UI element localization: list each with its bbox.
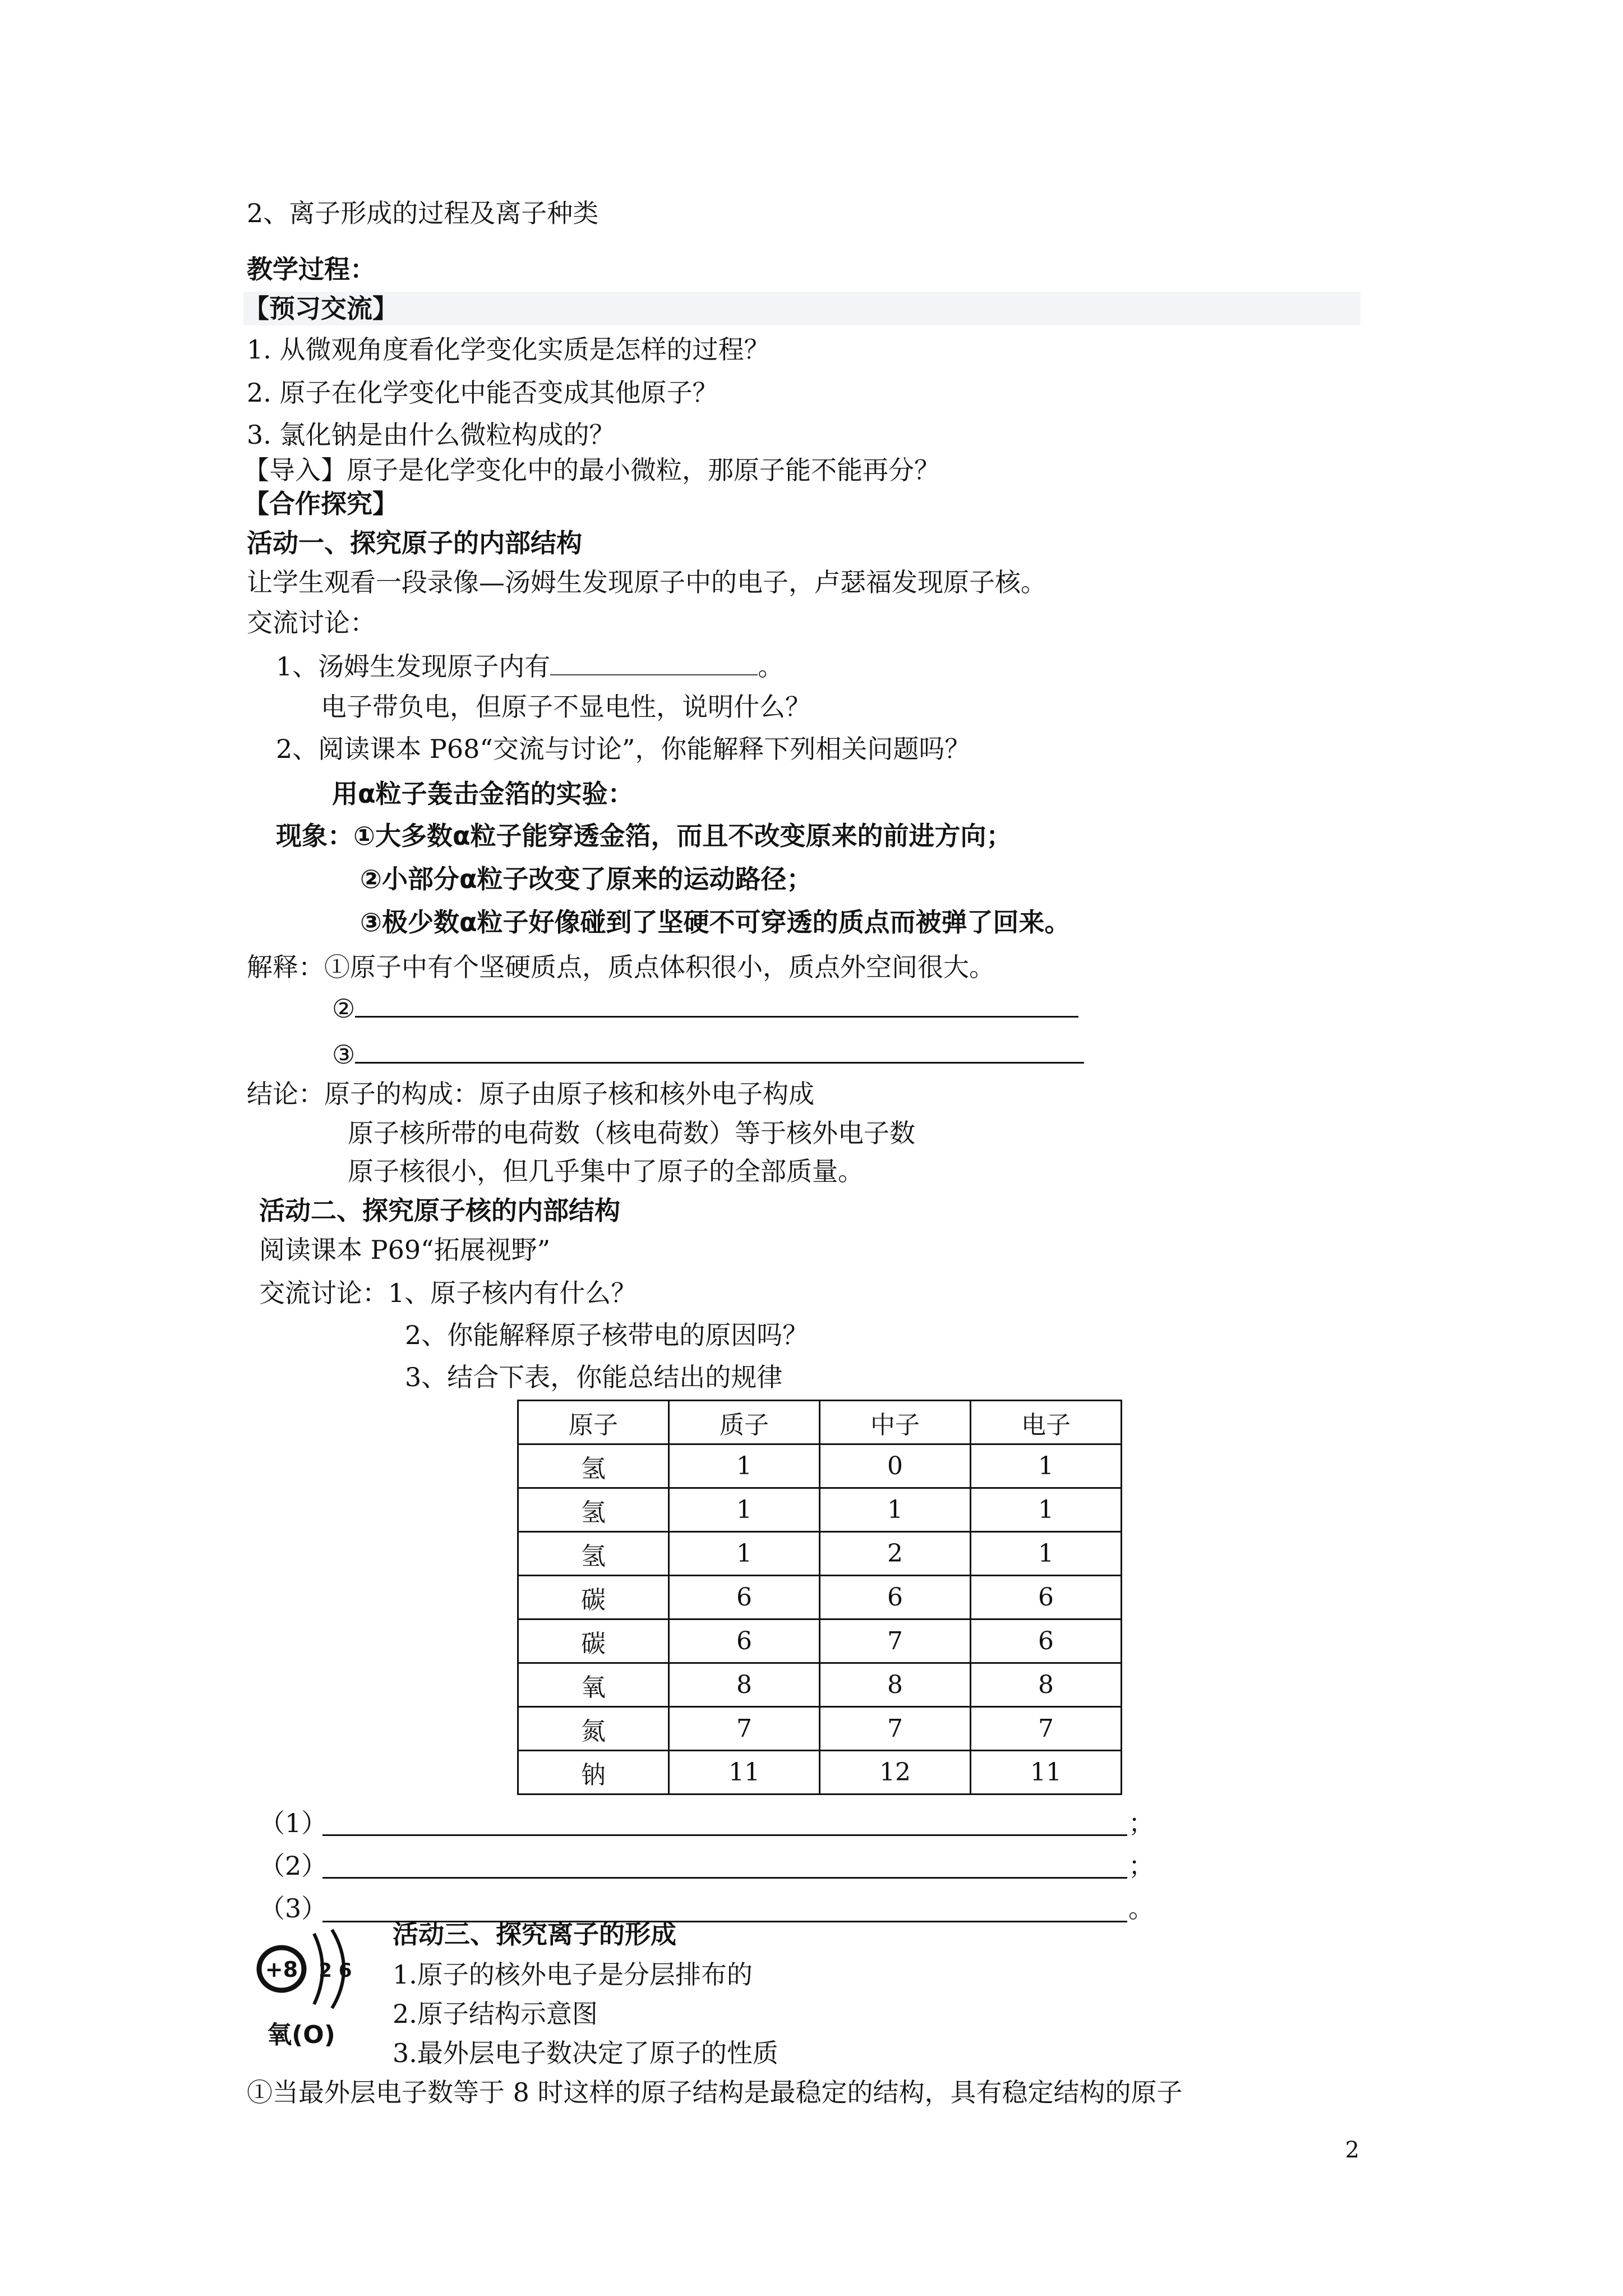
table-row: [518, 1532, 1122, 1576]
a2-question-1: 交流讨论：1、原子核内有什么？: [259, 1278, 637, 1308]
table-cell: 1: [669, 1444, 820, 1488]
intro-text: 【导入】原子是化学变化中的最小微粒，那原子能不能再分？: [243, 455, 940, 485]
table-cell: 氢: [518, 1444, 669, 1488]
blank-1-end: ；: [1128, 1808, 1154, 1838]
oxygen-atom-structure-diagram: [253, 1925, 360, 2060]
explanation-2-marker: ②: [332, 993, 356, 1024]
a3-item-2: 2.原子结构示意图: [393, 1999, 598, 2029]
preview-question-3: 3. 氯化钠是由什么微粒构成的？: [247, 420, 615, 450]
nucleus-charge: +8: [265, 1957, 298, 1982]
blank-2-label: （2）: [259, 1851, 328, 1881]
table-cell: 6: [669, 1576, 820, 1619]
a1-question-1-prefix: 1、汤姆生发现原子内有: [276, 651, 551, 682]
a3-note-1: ①当最外层电子数等于 8 时这样的原子结构是最稳定的结构，具有稳定结构的原子: [247, 2077, 1183, 2108]
a3-item-1: 1.原子的核外电子是分层排布的: [393, 1959, 753, 1990]
table-cell: 8: [971, 1663, 1122, 1707]
a1-question-1: [276, 650, 783, 683]
table-cell: 1: [971, 1488, 1122, 1532]
activity-2-title: 活动二、探究原子核的内部结构: [259, 1195, 620, 1226]
table-cell: 7: [971, 1707, 1122, 1751]
table-cell: 6: [820, 1576, 971, 1619]
blank-2-end: ；: [1128, 1851, 1154, 1881]
a1-question-1-suffix: 。: [758, 651, 784, 682]
table-cell: 氢: [518, 1532, 669, 1576]
explanation-3-marker: ③: [332, 1039, 356, 1070]
atom-composition-table: [517, 1400, 1122, 1795]
preview-question-1: 1. 从微观角度看化学变化实质是怎样的过程？: [247, 334, 770, 365]
table-cell: 氢: [518, 1488, 669, 1532]
table-row: [518, 1619, 1122, 1663]
table-cell: 1: [971, 1532, 1122, 1576]
a2-read: 阅读课本 P69“拓展视野”: [259, 1235, 551, 1265]
a3-item-3: 3.最外层电子数决定了原子的性质: [393, 2038, 778, 2068]
activity-1-title: 活动一、探究原子的内部结构: [247, 528, 582, 558]
table-row: [518, 1663, 1122, 1707]
heading-item-2: 2、离子形成的过程及离子种类: [247, 198, 599, 228]
alpha-experiment-title: 用α粒子轰击金箔的实验：: [332, 779, 634, 809]
explanation-3-blank: [355, 1039, 1084, 1064]
table-cell: 6: [971, 1576, 1122, 1619]
page-number: 2: [1345, 2137, 1359, 2163]
activity-3-title: 活动三、探究离子的形成: [393, 1919, 676, 1949]
phenomenon-1: 现象：①大多数α粒子能穿透金箔，而且不改变原来的前进方向；: [276, 821, 1012, 851]
table-header-cell: 电子: [971, 1401, 1122, 1444]
table-cell: 2: [820, 1532, 971, 1576]
conclusion-3: 原子核很小，但几乎集中了原子的全部质量。: [348, 1156, 864, 1186]
explanation-2-blank: [355, 993, 1078, 1018]
blank-1-label: （1）: [259, 1808, 328, 1838]
table-cell: 碳: [518, 1576, 669, 1619]
a1-question-1-sub: 电子带负电，但原子不显电性，说明什么？: [321, 692, 811, 722]
a1-question-1-blank: [550, 652, 758, 675]
table-cell: 0: [820, 1444, 971, 1488]
table-cell: 8: [820, 1663, 971, 1707]
explanation-2: [332, 992, 1078, 1025]
phenomenon-2: ②小部分α粒子改变了原来的运动路径；: [360, 864, 813, 894]
table-cell: 7: [820, 1707, 971, 1751]
table-cell: 11: [669, 1751, 820, 1795]
table-row: [518, 1444, 1122, 1488]
table-row: [518, 1707, 1122, 1751]
explanation-3: [332, 1038, 1084, 1071]
conclusion-2: 原子核所带的电荷数（核电荷数）等于核外电子数: [348, 1118, 915, 1148]
table-cell: 氧: [518, 1663, 669, 1707]
conclusion-1: 结论：原子的构成：原子由原子核和核外电子构成: [247, 1079, 814, 1109]
table-cell: 1: [971, 1444, 1122, 1488]
discussion-label: 交流讨论：: [247, 608, 376, 638]
table-cell: 碳: [518, 1619, 669, 1663]
table-row: [518, 1576, 1122, 1619]
a2-question-2: 2、你能解释原子核带电的原因吗？: [405, 1320, 809, 1350]
table-cell: 7: [669, 1707, 820, 1751]
table-cell: 12: [820, 1751, 971, 1795]
a2-question-3: 3、结合下表，你能总结出的规律: [405, 1362, 783, 1392]
phenomenon-3: ③极少数α粒子好像碰到了坚硬不可穿透的质点而被弹了回来。: [360, 907, 1071, 937]
preview-question-2: 2. 原子在化学变化中能否变成其他原子？: [247, 378, 718, 408]
table-cell: 8: [669, 1663, 820, 1707]
table-cell: 7: [820, 1619, 971, 1663]
teaching-process-title: 教学过程：: [247, 254, 376, 284]
table-cell: 1: [669, 1532, 820, 1576]
atom-label: 氧(O): [267, 2021, 335, 2049]
table-cell: 6: [669, 1619, 820, 1663]
a1-question-2: 2、阅读课本 P68“交流与讨论”，你能解释下列相关问题吗？: [276, 734, 971, 764]
table-header-cell: 中子: [820, 1401, 971, 1444]
table-cell: 氮: [518, 1707, 669, 1751]
activity-1-text: 让学生观看一段录像—汤姆生发现原子中的电子，卢瑟福发现原子核。: [247, 567, 1046, 597]
table-header-cell: 原子: [518, 1401, 669, 1444]
table-cell: 钠: [518, 1751, 669, 1795]
blank-2-line: [322, 1877, 1127, 1879]
table-row: [518, 1751, 1122, 1795]
preview-shading: [243, 292, 1361, 325]
explanation-1: 解释：①原子中有个坚硬质点，质点体积很小，质点外空间很大。: [247, 952, 995, 982]
shell-electron-counts: 2 6: [319, 1959, 352, 1982]
table-cell: 1: [820, 1488, 971, 1532]
table-header-row: [518, 1401, 1122, 1444]
blank-3-label: （3）: [259, 1893, 328, 1924]
table-cell: 6: [971, 1619, 1122, 1663]
table-header-cell: 质子: [669, 1401, 820, 1444]
table-cell: 11: [971, 1751, 1122, 1795]
table-row: [518, 1488, 1122, 1532]
preview-title: 【预习交流】: [243, 293, 398, 324]
blank-1-line: [322, 1834, 1127, 1836]
blank-3-end: 。: [1128, 1893, 1154, 1924]
table-cell: 1: [669, 1488, 820, 1532]
coop-title: 【合作探究】: [243, 489, 398, 519]
